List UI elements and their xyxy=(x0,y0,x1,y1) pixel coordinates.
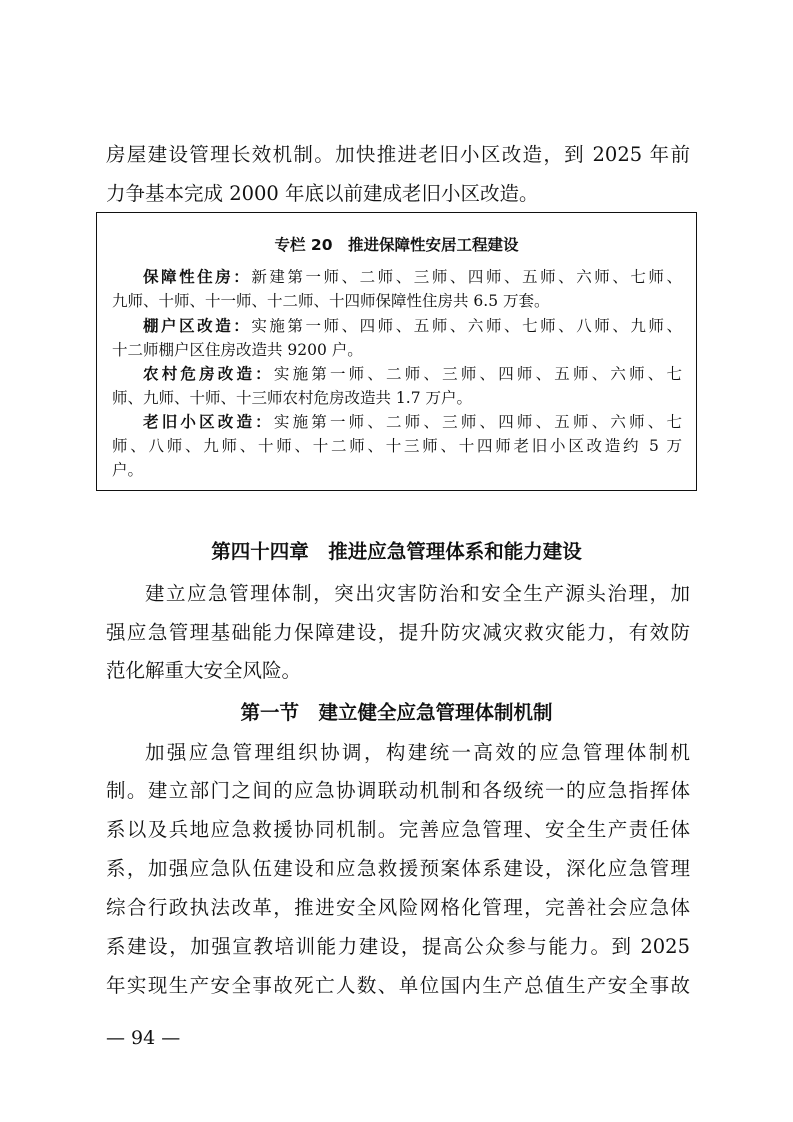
text-line: 制。建立部门之间的应急协调联动机制和各级统一的应急指挥体 xyxy=(106,779,690,802)
box-item-text: 实施第一师、四师、五师、六师、七师、八师、九师、 xyxy=(251,317,682,335)
box-item-label: 保障性住房： xyxy=(143,268,252,286)
box-item-line xyxy=(143,316,682,336)
section-title: 第一节 建立健全应急管理体制机制 xyxy=(240,701,553,724)
box-item-line xyxy=(143,364,682,384)
box-item-label: 老旧小区改造： xyxy=(143,413,274,431)
box-item-label: 棚户区改造： xyxy=(143,317,252,335)
box-title: 专栏 20 推进保障性安居工程建设 xyxy=(274,236,519,254)
text-line: 系以及兵地应急救援协同机制。完善应急管理、安全生产责任体 xyxy=(106,818,690,841)
page-number: — 94 — xyxy=(106,1027,181,1049)
text-line: 系，加强应急队伍建设和应急救援预案体系建设，深化应急管理 xyxy=(106,857,690,880)
special-column-box xyxy=(96,212,697,491)
box-item-line: 师、八师、九师、十师、十二师、十三师、十四师老旧小区改造约 5 万 xyxy=(112,437,682,455)
box-item-label: 农村危房改造： xyxy=(143,365,274,383)
text-line: 房屋建设管理长效机制。加快推进老旧小区改造，到 2025 年前 xyxy=(106,143,690,166)
box-item-line: 十二师棚户区住房改造共 9200 户。 xyxy=(112,341,363,359)
chapter-title: 第四十四章 推进应急管理体系和能力建设 xyxy=(211,540,582,563)
text-line: 综合行政执法改革，推进安全风险网格化管理，完善社会应急体 xyxy=(106,896,690,919)
box-item-line: 师、九师、十师、十三师农村危房改造共 1.7 万户。 xyxy=(112,389,473,407)
text-line: 加强应急管理组织协调，构建统一高效的应急管理体制机 xyxy=(145,741,690,764)
text-line: 建立应急管理体制，突出灾害防治和安全生产源头治理，加 xyxy=(145,582,690,605)
box-item-text: 实施第一师、二师、三师、四师、五师、六师、七 xyxy=(273,413,682,431)
box-item-text: 新建第一师、二师、三师、四师、五师、六师、七师、 xyxy=(251,268,682,286)
text-line: 年实现生产安全事故死亡人数、单位国内生产总值生产安全事故 xyxy=(106,974,690,997)
text-line: 系建设，加强宣教培训能力建设，提高公众参与能力。到 2025 xyxy=(106,935,690,958)
box-item-line: 户。 xyxy=(112,461,144,479)
text-line: 范化解重大安全风险。 xyxy=(106,659,302,682)
box-item-line: 九师、十师、十一师、十二师、十四师保障性住房共 6.5 万套。 xyxy=(112,292,550,310)
box-item-text: 实施第一师、二师、三师、四师、五师、六师、七 xyxy=(273,365,682,383)
text-line: 力争基本完成 2000 年底以前建成老旧小区改造。 xyxy=(106,182,539,205)
box-item-line xyxy=(143,412,682,432)
box-item-line xyxy=(143,267,682,287)
text-line: 强应急管理基础能力保障建设，提升防灾减灾救灾能力，有效防 xyxy=(106,621,690,644)
